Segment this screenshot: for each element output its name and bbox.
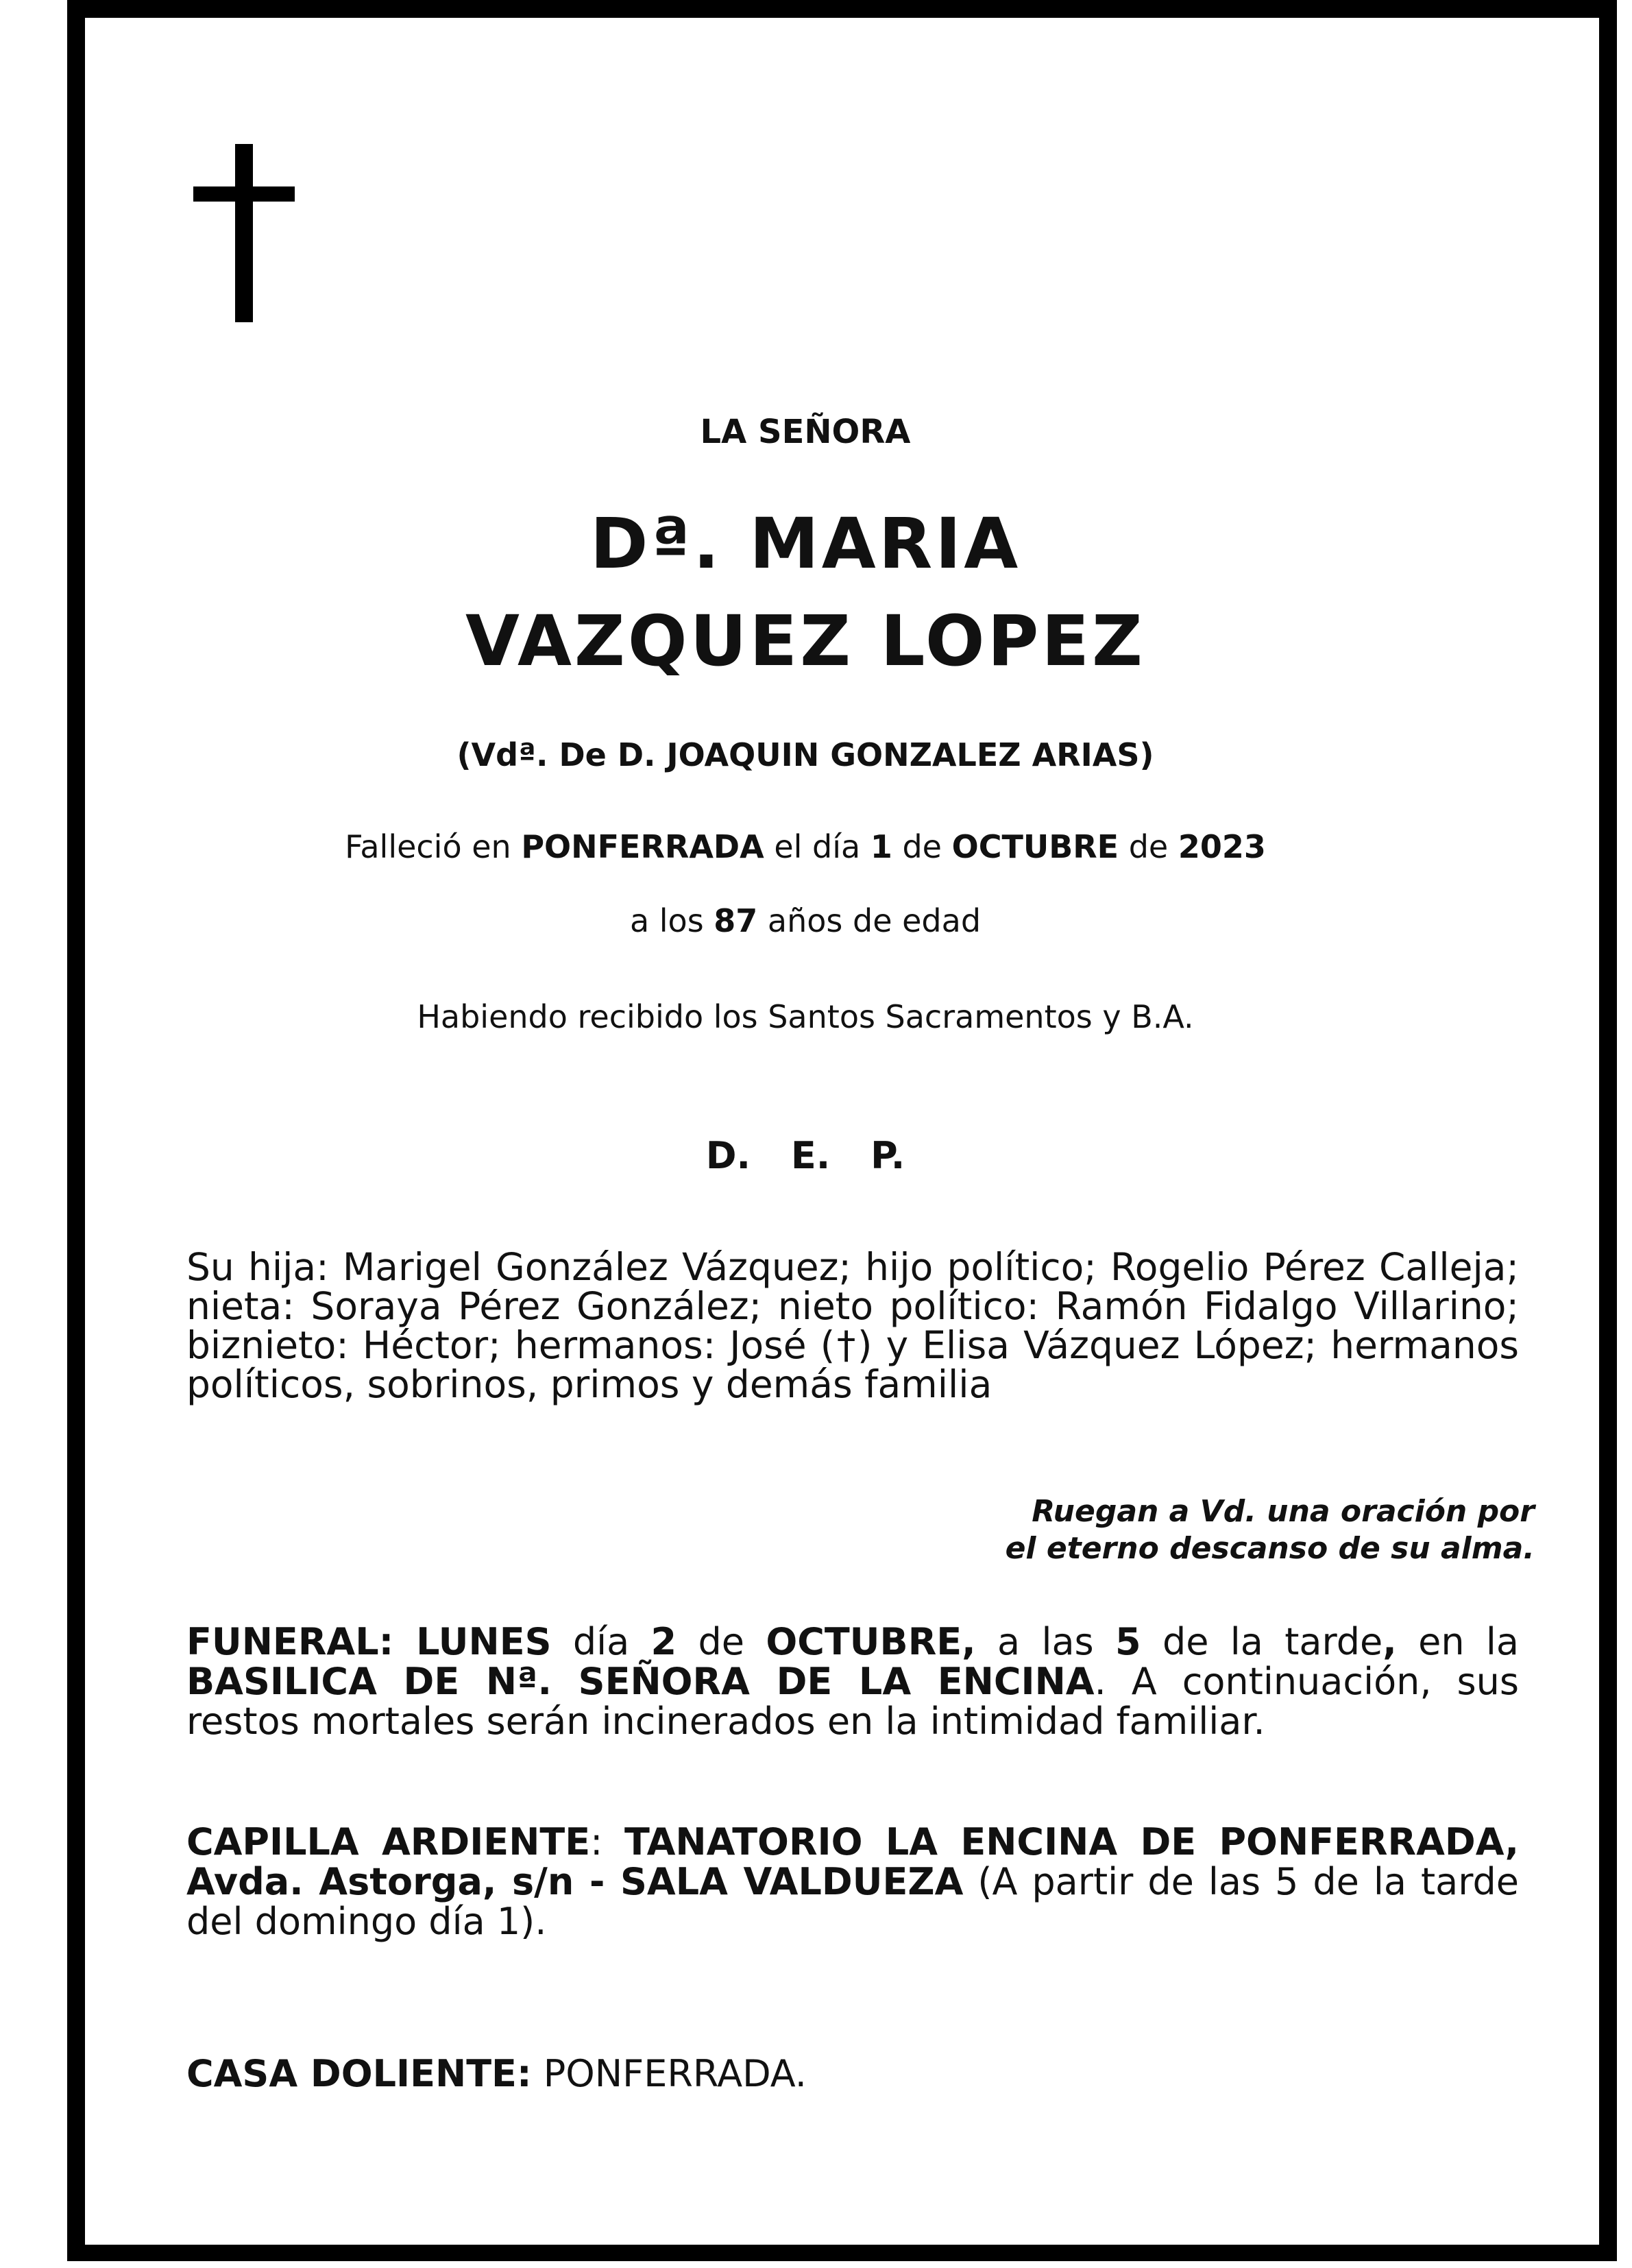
prayer-request [918,1493,1535,1567]
latin-cross-icon [193,144,295,322]
mourning-house: CASA DOLIENTE: PONFERRADA. [186,2052,807,2095]
death-notice: Falleció en PONFERRADA el día 1 de OCTUBRE de 2023 [345,828,1266,865]
family-list: Su hija: Marigel González Vázquez; hijo político; Rogelio Pérez Calleja; nieta: Soraya Pérez González; nieto político: Ramón Fidalgo Villarino; biznieto: Héctor; hermanos: José (†) y Elisa Vázquez López; hermanos políticos, sobrinos, primos y demás familia [186,1245,1519,1406]
deceased-name-line2: VAZQUEZ LOPEZ [465,601,1146,682]
dep-initials: D. E. P. [705,1134,905,1177]
sacraments-line: Habiendo recibido los Santos Sacramentos y B.A. [417,998,1194,1035]
prayer-line1: Ruegan a Vd. una oración por [1032,1494,1535,1529]
deceased-name-line1: Dª. MARIA [589,503,1021,585]
age-line: a los 87 años de edad [629,902,982,939]
widow-of: (Vdª. De D. JOAQUIN GONZALEZ ARIAS) [456,736,1154,773]
prayer-line2: el eterno descanso de su alma. [1005,1531,1535,1566]
heading: LA SEÑORA [700,413,911,451]
chapel-info: CAPILLA ARDIENTE: TANATORIO LA ENCINA DE PONFERRADA, Avda. Astorga, s/n - SALA VALDUEZA (A partir de las 5 de la tarde del domingo día 1). [186,1820,1520,1943]
funeral-info: FUNERAL: LUNES día 2 de OCTUBRE, a las 5 de la tarde, en la BASILICA DE Nª. SEÑORA DE LA ENCINA. A continuación, sus restos mortales serán incinerados en la intimidad familiar. [186,1620,1520,1743]
